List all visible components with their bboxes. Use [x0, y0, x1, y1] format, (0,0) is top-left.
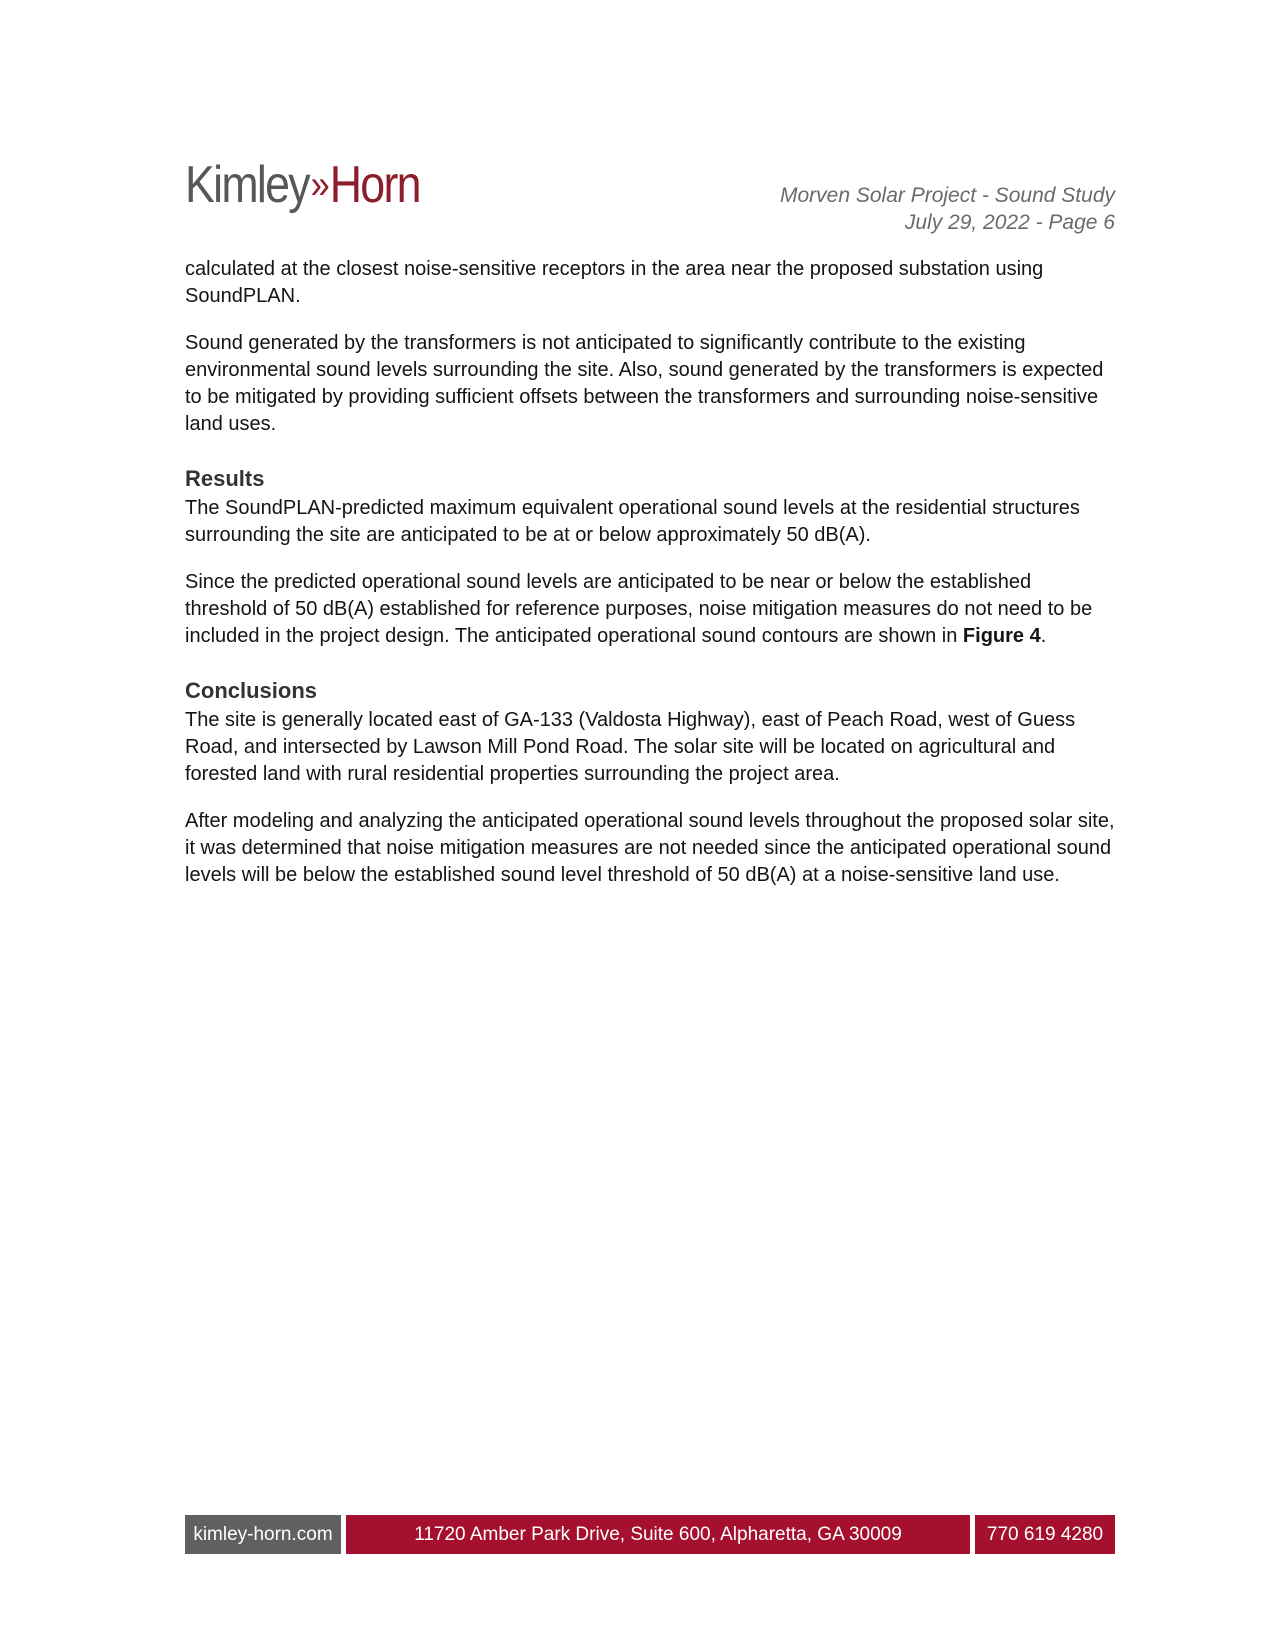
section-heading-conclusions: Conclusions: [185, 678, 318, 703]
footer-address: 11720 Amber Park Drive, Suite 600, Alpharetta, GA 30009: [346, 1515, 970, 1554]
figure-reference: Figure 4: [962, 625, 1041, 647]
document-header: [780, 182, 1115, 236]
document-date-page: July 29, 2022 - Page 6: [904, 211, 1115, 234]
section-heading-results: Results: [185, 466, 265, 491]
document-body: [185, 256, 1115, 909]
footer-website: kimley-horn.com: [185, 1515, 341, 1554]
body-paragraph: Sound generated by the transformers is not anticipated to significantly contribute to the existing environmental sound levels surrounding the site. Also, sound generated by the transformers is expected to be mitigated by providing sufficient offsets between the transformers and surrounding noise-sensitive land uses.: [185, 332, 1104, 435]
body-paragraph: The SoundPLAN-predicted maximum equivalent operational sound levels at the residential structures surrounding the site are anticipated to be at or below approximately 50 dB(A).: [185, 497, 1080, 546]
paragraph-text: Since the predicted operational sound levels are anticipated to be near or below the established threshold of 50 dB(A) established for reference purposes, noise mitigation measures do not need to be included in the project design. The anticipated operational sound contours are shown in: [185, 571, 1093, 647]
paragraph-end: .: [1040, 625, 1047, 647]
logo-text-horn: Horn: [329, 156, 420, 214]
kimley-horn-logo: [185, 154, 420, 216]
body-paragraph: [185, 569, 1115, 650]
document-title: Morven Solar Project - Sound Study: [780, 184, 1115, 207]
body-paragraph: calculated at the closest noise-sensitive receptors in the area near the proposed substation using SoundPLAN.: [185, 258, 1044, 307]
logo-chevron-icon: »: [310, 163, 325, 207]
footer-phone: 770 619 4280: [975, 1515, 1115, 1554]
body-paragraph: The site is generally located east of GA-133 (Valdosta Highway), east of Peach Road, west of Guess Road, and intersected by Lawson Mill Pond Road. The solar site will be located on agricultural and forested land with rural residential properties surrounding the project area.: [185, 709, 1076, 785]
document-footer: [185, 1515, 1115, 1554]
body-paragraph: After modeling and analyzing the anticipated operational sound levels throughout the proposed solar site, it was determined that noise mitigation measures are not needed since the anticipated operational sound levels will be below the established sound level threshold of 50 dB(A) at a noise-sensitive land use.: [185, 810, 1115, 886]
logo-text-kimley: Kimley: [185, 156, 309, 214]
